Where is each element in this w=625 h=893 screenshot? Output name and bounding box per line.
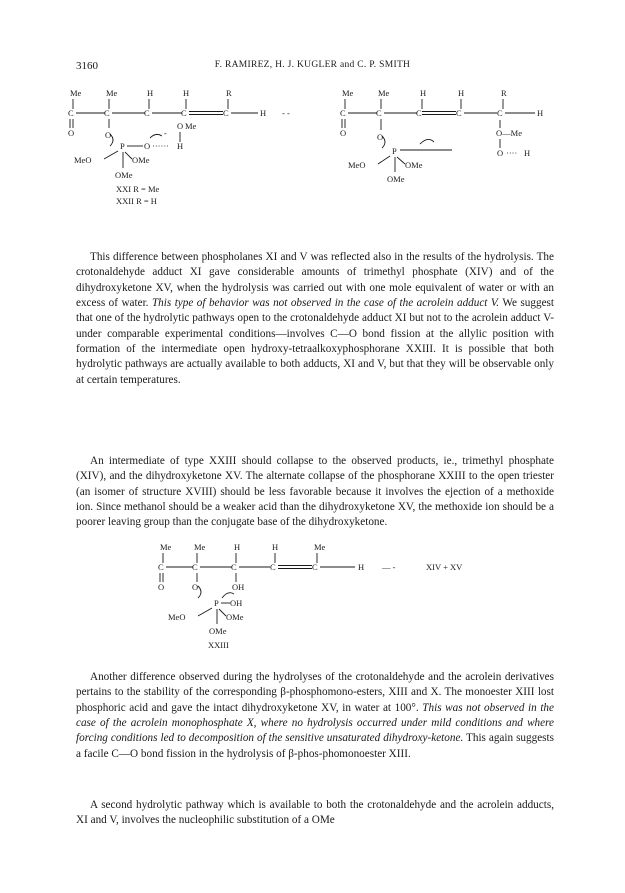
- scheme-xxiii: [150, 540, 550, 660]
- svg-text:XXI R = Me: XXI R = Me: [116, 184, 160, 194]
- svg-text:H: H: [260, 108, 267, 118]
- paragraph-4: A second hydrolytic pathway which is available to both the crotonaldehyde and the acrolein adducts, XI and V, involves the nucleophilic substitution of a OMe: [76, 799, 554, 827]
- svg-text:Me: Me: [194, 542, 206, 552]
- dots-r: ····: [506, 148, 518, 158]
- svg-text:H: H: [537, 108, 544, 118]
- svg-text:C: C: [144, 108, 150, 118]
- svg-text:O: O: [192, 582, 199, 592]
- svg-text:-: -: [164, 128, 167, 138]
- structure-xxi-xxii: [68, 88, 266, 206]
- svg-text:OMe: OMe: [132, 155, 150, 165]
- svg-text:Me: Me: [314, 542, 326, 552]
- svg-text:MeO: MeO: [74, 155, 92, 165]
- svg-text:P: P: [392, 146, 397, 156]
- svg-text:C: C: [68, 108, 74, 118]
- svg-text:P: P: [120, 141, 125, 151]
- svg-text:C: C: [270, 562, 276, 572]
- svg-text:H: H: [524, 148, 531, 158]
- svg-text:O: O: [144, 141, 151, 151]
- svg-text:O: O: [68, 128, 75, 138]
- svg-text:H: H: [234, 542, 241, 552]
- svg-text:XXII R = H: XXII R = H: [116, 196, 157, 206]
- svg-text:OH: OH: [230, 598, 243, 608]
- svg-text:C: C: [456, 108, 462, 118]
- svg-text:P: P: [214, 598, 219, 608]
- structure-right: [340, 88, 543, 184]
- paragraph-1: This difference between phospholanes XI and V was reflected also in the results of the hydrolysis. The crotonaldehyde adduct XI gave considerable amounts of trimethyl phosphate (XIV) and of the dihydroxyketone XV, when the hydrolysis was carried out with one mole equivalent of water or with an excess of water. This type of behavior was not observed in the case of the acrolein adduct V. We suggest that one of the hydrolytic pathways open to the crotonaldehyde adduct XI but not to the acrolein adduct V-under comparable experimental conditions—involves C—O bond fission at the allylic position with formation of the intermediate open hydroxy-tetraalkoxyphosphorane XXIII. It is possible that both hydrolytic pathways are actually available to both adducts, XI and V, but that they will be observable only at certain temperatures.: [76, 251, 554, 386]
- svg-text:H: H: [458, 88, 465, 98]
- svg-text:OMe: OMe: [387, 174, 405, 184]
- svg-text:O—Me: O—Me: [496, 128, 522, 138]
- page-header: [0, 60, 625, 74]
- svg-text:O: O: [377, 132, 384, 142]
- svg-text:O: O: [105, 130, 112, 140]
- svg-text:Me: Me: [342, 88, 354, 98]
- svg-text:MeO: MeO: [168, 612, 186, 622]
- svg-text:O: O: [158, 582, 165, 592]
- dots: ······: [152, 141, 169, 151]
- svg-text:C: C: [416, 108, 422, 118]
- svg-text:C: C: [497, 108, 503, 118]
- svg-text:C: C: [104, 108, 110, 118]
- svg-text:OMe: OMe: [405, 160, 423, 170]
- svg-text:C: C: [340, 108, 346, 118]
- paragraph-2: An intermediate of type XXIII should collapse to the observed products, ie., trimethyl phosphate (XIV), and the dihydroxyketone XV. The alternate collapse of the phosphorane XXIII to the open triester (an isomer of structure XVIII) should be less favorable because it involves the ejection of a methoxide ion. Since methanol should be a weaker acid than the dihydroxyketone XV, the methoxide ion should be a poorer leaving group than the conjugate base of the dihydroxyketone.: [76, 455, 554, 529]
- svg-text:C: C: [312, 562, 318, 572]
- svg-text:OMe: OMe: [209, 626, 227, 636]
- svg-text:H: H: [272, 542, 279, 552]
- h-label-1: H: [147, 88, 154, 98]
- svg-text:H: H: [358, 562, 365, 572]
- svg-text:Me: Me: [160, 542, 172, 552]
- svg-text:O: O: [177, 121, 184, 131]
- svg-text:O: O: [340, 128, 347, 138]
- equilibrium-arrow: - -: [282, 108, 290, 118]
- svg-text:MeO: MeO: [348, 160, 366, 170]
- compound-label-xxiii: XXIII: [208, 640, 229, 650]
- svg-text:C: C: [376, 108, 382, 118]
- svg-text:H: H: [420, 88, 427, 98]
- svg-text:C: C: [192, 562, 198, 572]
- h-label-2: H: [183, 88, 190, 98]
- svg-text:R: R: [501, 88, 507, 98]
- svg-text:C: C: [181, 108, 187, 118]
- page-number: 3160: [76, 60, 98, 72]
- svg-text:C: C: [158, 562, 164, 572]
- svg-text:C: C: [223, 108, 229, 118]
- scheme-xxi-xxii: [60, 86, 580, 216]
- me-label-1: Me: [70, 88, 82, 98]
- svg-text:OMe: OMe: [115, 170, 133, 180]
- svg-text:C: C: [231, 562, 237, 572]
- reaction-arrow: — -: [382, 562, 396, 572]
- products: XIV + XV: [426, 562, 463, 572]
- svg-text:OMe: OMe: [226, 612, 244, 622]
- svg-text:O: O: [497, 148, 504, 158]
- me-label-2: Me: [106, 88, 118, 98]
- running-head: F. RAMIREZ, H. J. KUGLER and C. P. SMITH: [214, 60, 411, 70]
- svg-text:Me: Me: [378, 88, 390, 98]
- svg-text:Me: Me: [185, 121, 197, 131]
- paragraph-3: Another difference observed during the hydrolyses of the crotonaldehyde and the acrolein derivatives pertains to the stability of the corresponding β-phosphomono-esters, XIII and X. The monoester XIII lost phosphoric acid and gave the intact dihydroxyketone XV, in water at 100°. This was not observed in the case of the acrolein monophosphate X, where no hydrolysis occurred under mild conditions and where forcing conditions led to decomposition of the sensitive unsaturated dihydroxy-ketone. This again suggests a facile C—O bond fission in the hydrolysis of β-phos-phomonoester XIII.: [76, 671, 554, 760]
- svg-text:H: H: [177, 141, 184, 151]
- r-label: R: [226, 88, 232, 98]
- svg-text:OH: OH: [232, 582, 245, 592]
